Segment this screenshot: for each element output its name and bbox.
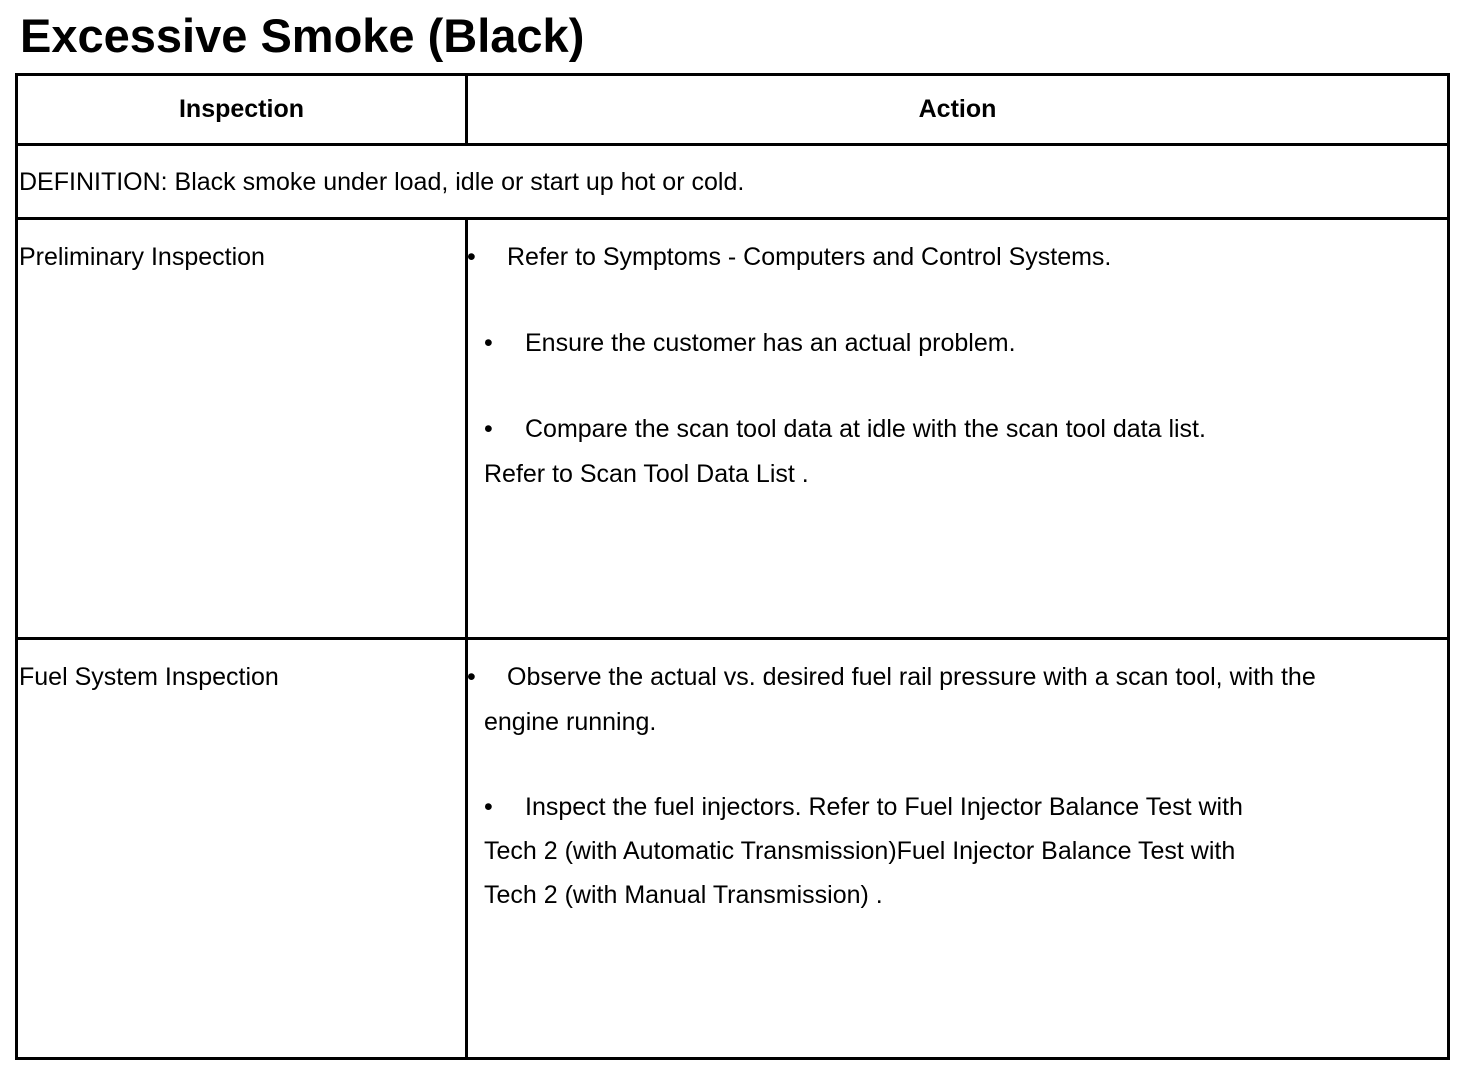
bullet-marker: • <box>467 243 476 271</box>
row-fuel-system-inspection-label: Fuel System Inspection <box>19 663 279 691</box>
column-divider-body <box>465 220 468 1057</box>
bullet-marker: • <box>484 415 493 443</box>
page-title: Excessive Smoke (Black) <box>20 9 585 62</box>
action-text: Refer to Symptoms - Computers and Control Systems. <box>507 243 1112 271</box>
header-inspection: Inspection <box>178 95 304 123</box>
action-item <box>484 328 1016 358</box>
bullet-marker: • <box>467 663 476 691</box>
definition-text: DEFINITION: Black smoke under load, idle or start up hot or cold. <box>19 168 745 196</box>
action-text-continuation: Tech 2 (with Automatic Transmission)Fuel Injector Balance Test with <box>484 837 1236 865</box>
header-action: Action <box>918 95 997 123</box>
header-divider <box>18 143 1447 146</box>
action-item <box>467 242 1111 272</box>
action-item <box>484 414 1206 444</box>
action-text-continuation: engine running. <box>484 708 657 736</box>
action-text-continuation: Refer to Scan Tool Data List . <box>484 460 809 488</box>
action-text: Compare the scan tool data at idle with the scan tool data list. <box>525 415 1206 443</box>
action-item <box>484 792 1243 822</box>
bullet-marker: • <box>484 793 493 821</box>
action-text: Inspect the fuel injectors. Refer to Fuel Injector Balance Test with <box>525 793 1243 821</box>
definition-divider <box>18 217 1447 220</box>
action-text: Ensure the customer has an actual problem. <box>525 329 1016 357</box>
action-text: Observe the actual vs. desired fuel rail pressure with a scan tool, with the <box>507 663 1316 691</box>
row-divider <box>18 637 1447 640</box>
action-text-continuation: Tech 2 (with Manual Transmission) . <box>484 881 883 909</box>
symptom-table <box>15 73 1450 1060</box>
row-preliminary-inspection-label: Preliminary Inspection <box>19 243 265 271</box>
bullet-marker: • <box>484 329 493 357</box>
action-item <box>467 662 1316 692</box>
